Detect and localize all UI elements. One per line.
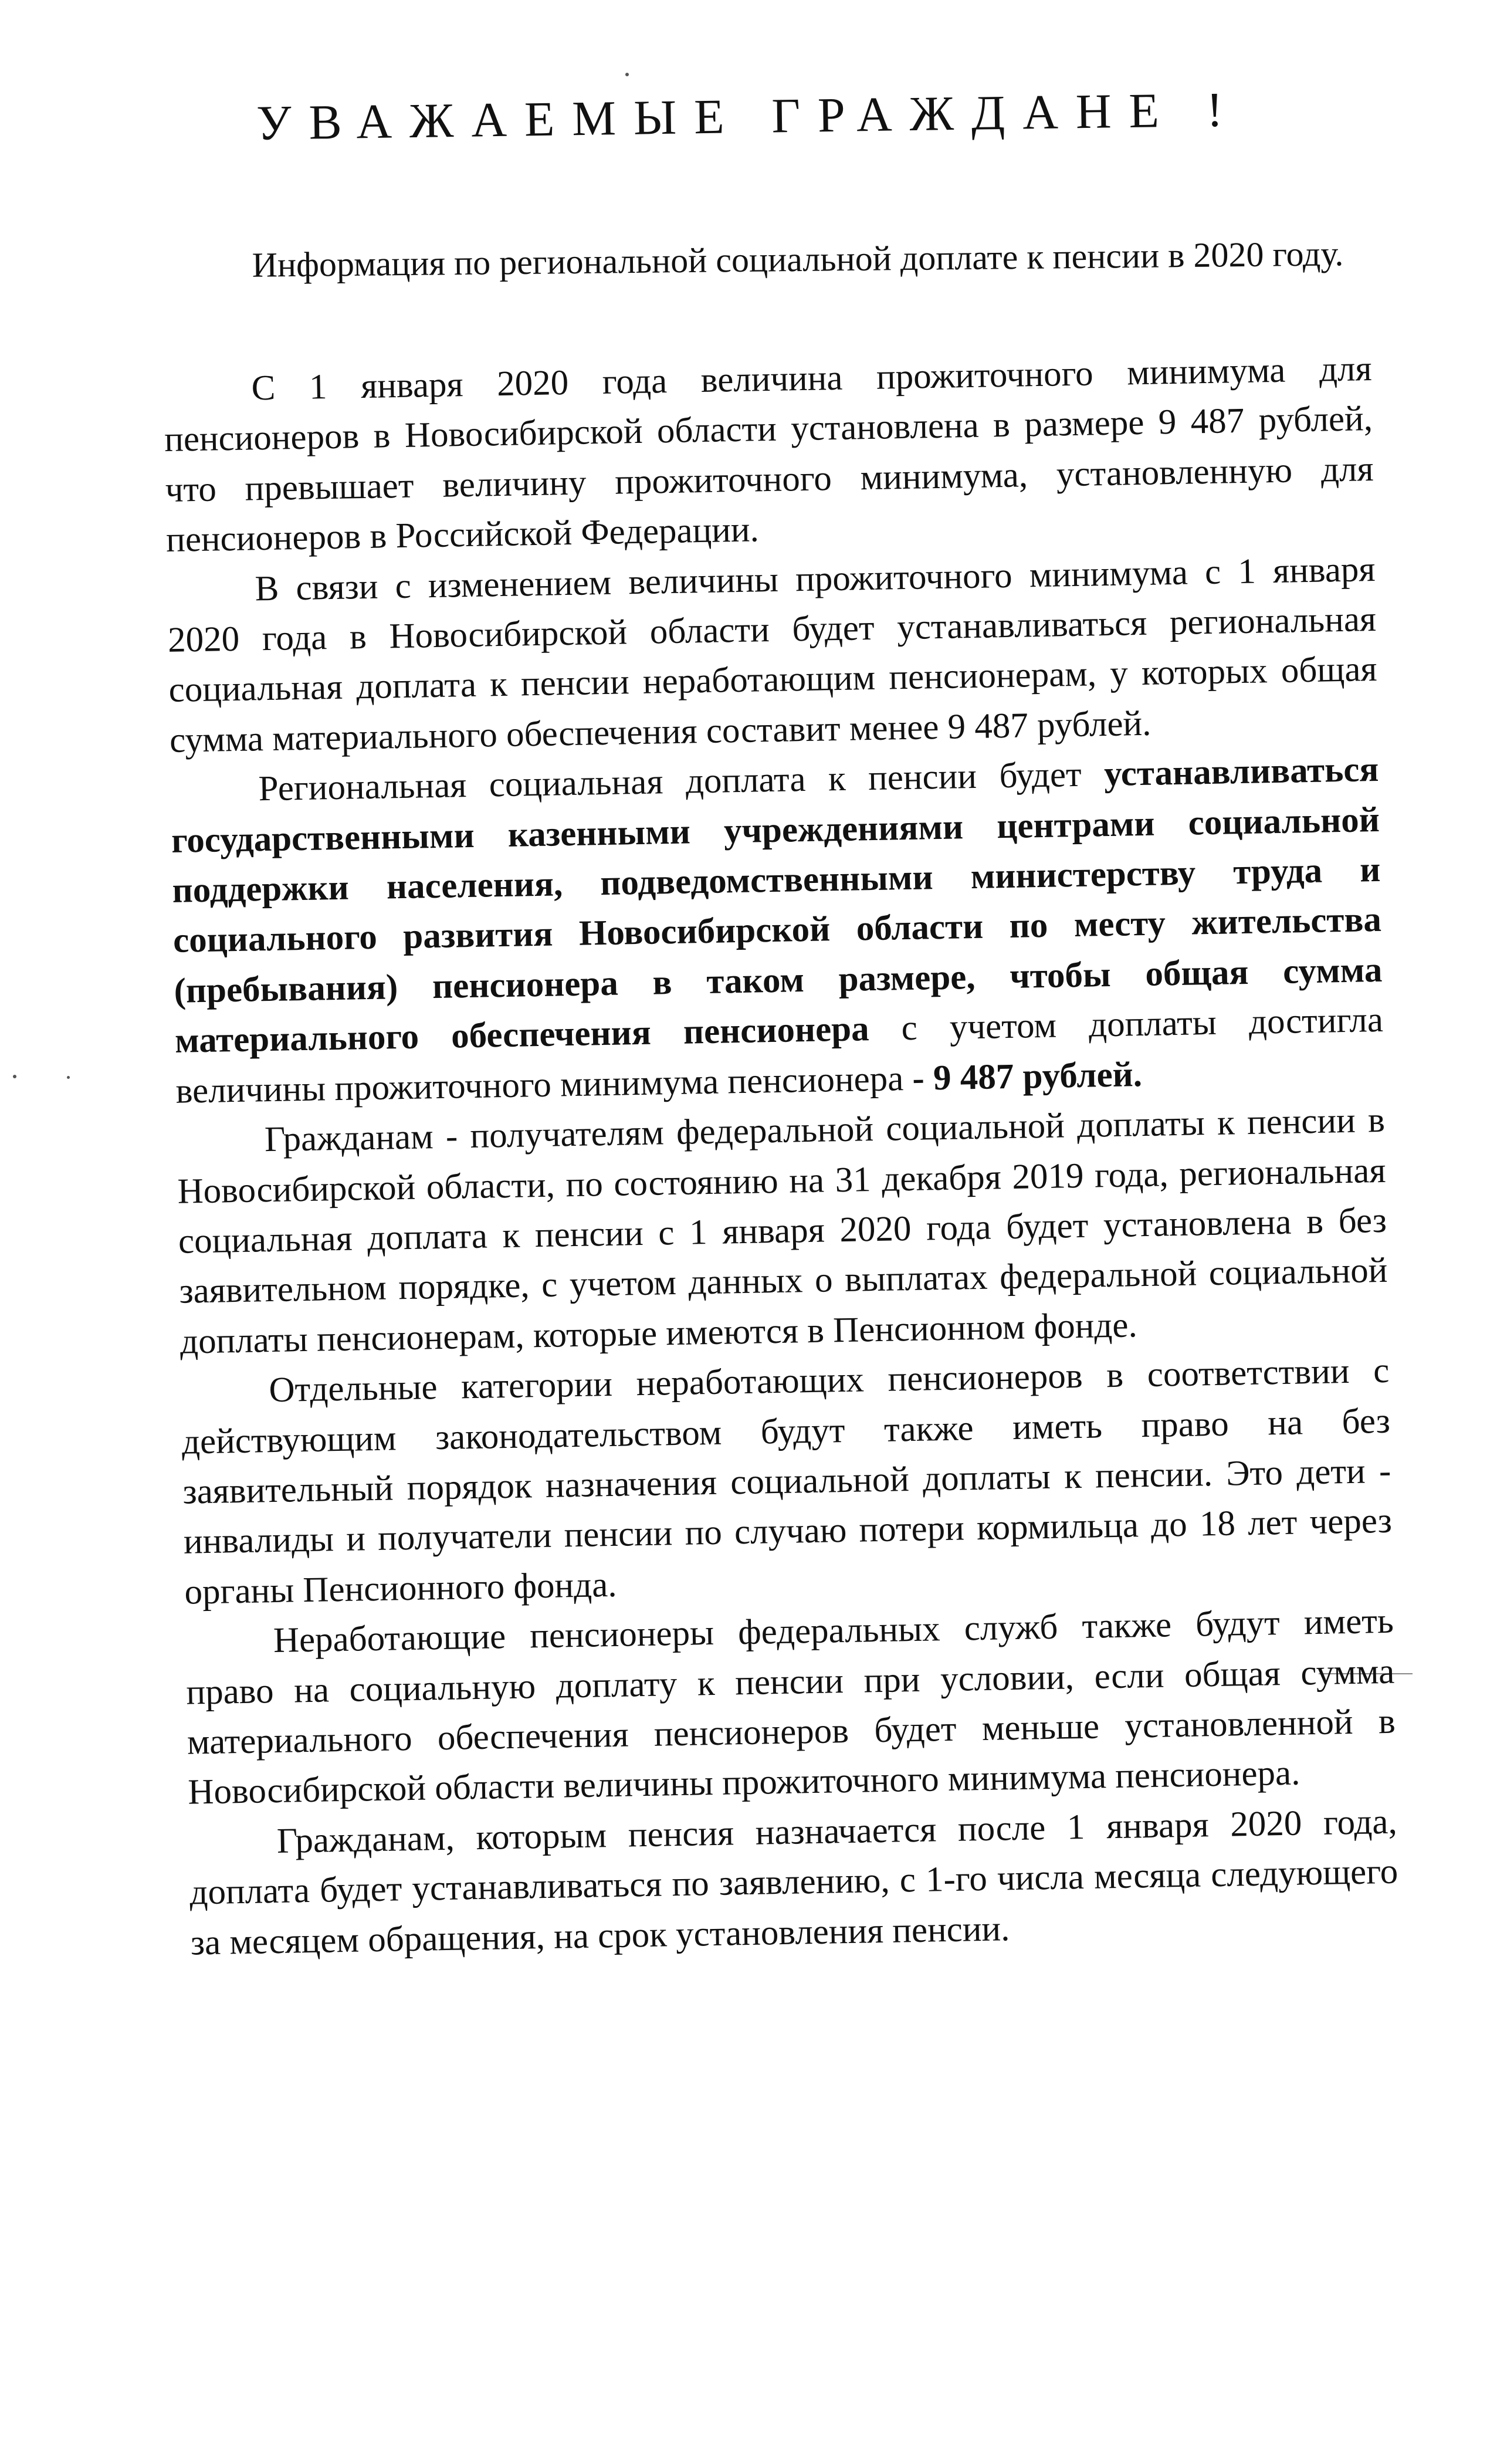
paragraph-living-wage: С 1 января 2020 года величина прожиточного минимума для пенсионеров в Новосибирской области установлена в размере 9 487 рублей, что превышает величину прожиточного минимума, установленную для пенсионеров в Российской Федерации. bbox=[164, 349, 1374, 560]
paragraph-bold-text: устанавливаться государственными казенными учреждениями центрами социальной поддержки населения, подведомственными министерству труда и социального развития Новосибирской области по месту жительства (пребывания) пенсионера в таком размере, чтобы общая сумма материального обеспечения пенсионера bbox=[171, 750, 1383, 1061]
paragraph-federal-recipients: Гражданам - получателям федеральной социальной доплаты к пенсии в Новосибирской области, по состоянию на 31 декабря 2019 года, региональная социальная доплата к пенсии с 1 января 2020 года будет установлена в без заявительном порядке, с учетом данных о выплатах федеральной социальной доплаты пенсионерам, которые имеются в Пенсионном фонде. bbox=[177, 1100, 1388, 1362]
paragraph-text: с учетом доплаты достигла величины прожиточного минимума пенсионера bbox=[175, 1000, 1384, 1111]
document-body bbox=[163, 344, 1399, 1968]
paragraph-new-pensioners: Гражданам, которым пенсия назначается после 1 января 2020 года, доплата будет устанавливаться по заявлению, с 1-го числа месяца следующего за месяцем обращения, на срок установления пенсии. bbox=[189, 1802, 1398, 1963]
paragraph-special-categories: Отдельные категории неработающих пенсионеров в соответствии с действующим законодательством будут также иметь право на без заявительный порядок назначения социальной доплаты к пенсии. Это дети - инвалиды и получатели пенсии по случаю потери кормильца до 18 лет через органы Пенсионного фонда. bbox=[181, 1351, 1393, 1612]
page-heading: УВАЖАЕМЫЕ ГРАЖДАНЕ ! bbox=[256, 82, 1241, 151]
scan-speck bbox=[625, 73, 629, 76]
paragraph-regional-supplement: В связи с изменением величины прожиточного минимума с 1 января 2020 года в Новосибирской области будет устанавливаться региональная социальная доплата к пенсии неработающим пенсионерам, у которых общая сумма материального обеспечения составит менее 9 487 рублей. bbox=[167, 549, 1377, 760]
scan-speck bbox=[13, 1075, 16, 1078]
paragraph-supplement-institutions bbox=[170, 744, 1384, 1116]
paragraph-bold-amount: - 9 487 рублей. bbox=[903, 1054, 1143, 1098]
document-subtitle: Информация по региональной социальной доплате к пенсии в 2020 году. bbox=[252, 234, 1344, 285]
paragraph-federal-services: Неработающие пенсионеры федеральных служб также будут иметь право на социальную доплату к пенсии при условии, если общая сумма материального обеспечения пенсионеров будет меньше установленной в Новосибирской области величины прожиточного минимума пенсионера. bbox=[185, 1601, 1396, 1812]
scan-speck bbox=[67, 1076, 70, 1079]
paragraph-text: Региональная социальная доплата к пенсии будет bbox=[258, 754, 1105, 809]
